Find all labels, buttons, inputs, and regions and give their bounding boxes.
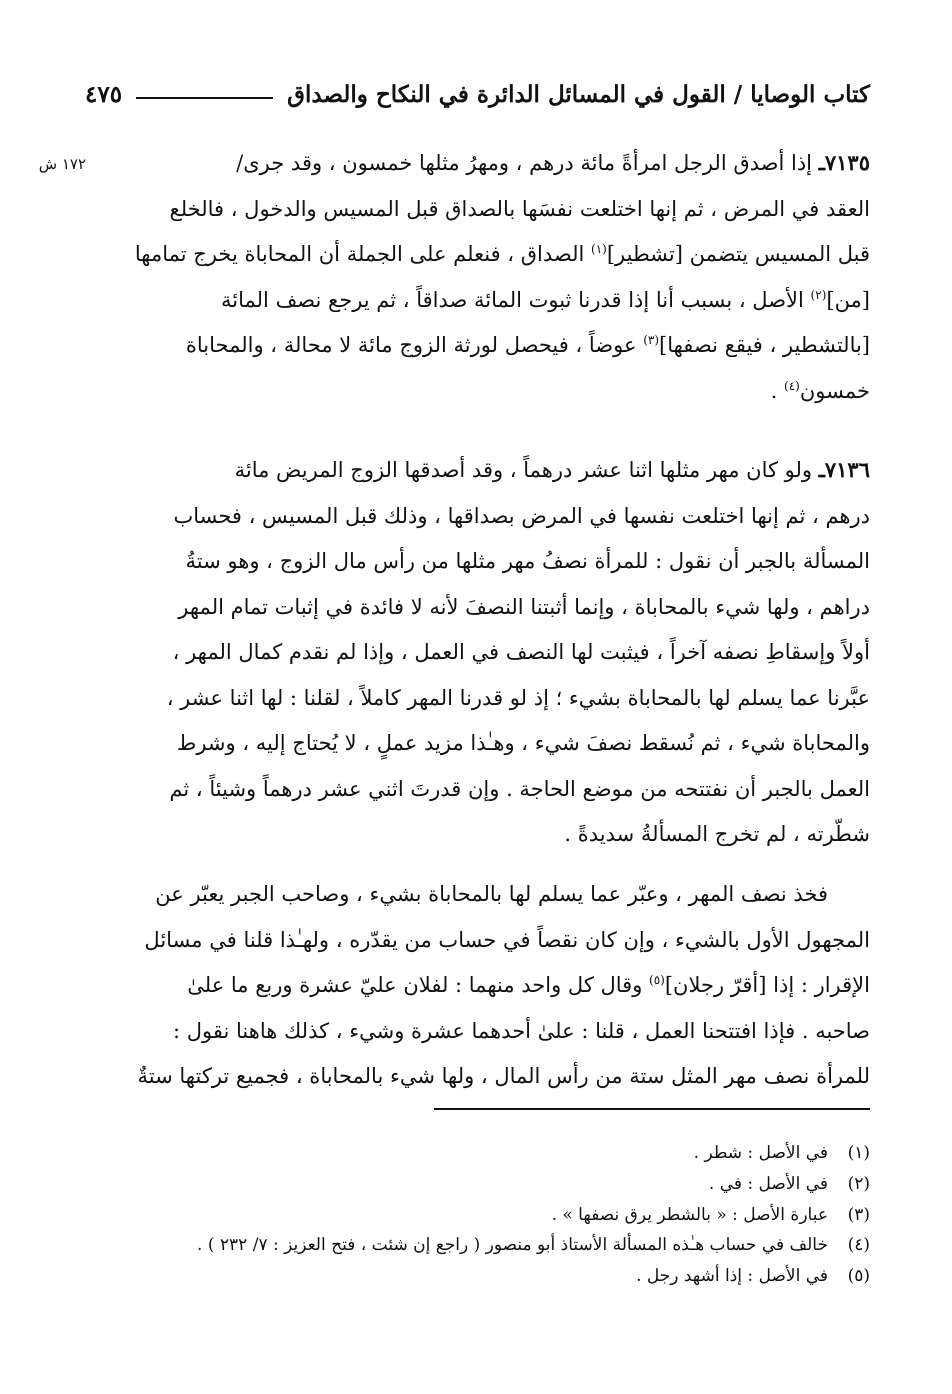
page-number: ٤٧٥ [85,80,123,108]
margin-manuscript-ref: ١٧٢ ش [38,155,86,173]
footnote-number: (٢) [847,1173,870,1194]
footnotes [85,1138,870,1292]
footnote-ref[interactable]: (١) [591,242,607,256]
text-line: ٧١٣٥ـ إذا أصدق الرجل امرأةً مائة درهم ، ومهرُ مثلها خمسون ، وقد جرى/ [236,150,870,175]
footnote-item [85,1200,870,1231]
text-line: للمرأة نصف مهر المثل ستة من رأس المال ، ولها شيء بالمحاباة ، فجميع تركتها ستةٌ [137,1064,870,1088]
text-line: [من]$^{(٢)}$ الأصل ، بسبب أنا إذا قدرنا ثبوت المائة صداقاً ، ثم يرجع نصف المائة [221,287,870,312]
text-line: دراهم ، ولها شيء بالمحاباة ، وإنما أثبتنا النصفَ لأنه لا فائدة في إثبات تمام المهر [178,594,870,619]
footnote-text: خالف في حساب هـٰذه المسألة الأستاذ أبو منصور ( راجع إن شئت ، فتح العزيز : ٧/ ٢٣٢ ) . [197,1235,828,1256]
paragraph-7136 [85,447,870,858]
footnote-text: في الأصل : إذا أشهد رجل . [636,1266,828,1287]
text-line: خمسون$^{(٤)}$ . [770,378,870,403]
text-line: والمحاباة شيء ، ثم نُسقط نصفَ شيء ، وهـٰذا مزيد عملٍ ، لا يُحتاج إليه ، وشرط [176,731,870,755]
footnote-ref[interactable]: (٥) [649,973,665,987]
text-line: [بالتشطير ، فيقع نصفها]$^{(٣)}$ عوضاً ، فيحصل لورثة الزوج مائة لا محالة ، والمحاباة [185,333,870,357]
footnote-text: في الأصل : في . [708,1173,828,1194]
paragraph-7135 [85,140,870,414]
footnote-ref[interactable]: (٢) [810,287,827,302]
text-line: صاحبه . فإذا افتتحنا العمل ، قلنا : علىٰ أحدهما عشرة وشيء ، كذلك هاهنا نقول : [173,1018,870,1043]
footnote-ref[interactable]: (٣) [643,333,660,347]
running-header [85,74,870,114]
text-line: ٧١٣٦ـ ولو كان مهر مثلها اثنا عشر درهماً ، وقد أصدقها الزوج المريض مائة [234,457,870,482]
footnote-separator [434,1108,870,1110]
footnote-ref[interactable]: (٤) [784,378,800,393]
footnote-number: (١) [847,1143,870,1163]
footnote-number: (٣) [847,1204,870,1225]
text-line: قبل المسيس يتضمن [تشطير]$^{(١)}$ الصداق ، فنعلم على الجملة أن المحاباة يخرج تمامها [134,242,870,266]
text-line: شطّرته ، لم تخرج المسألةُ سديدةً . [564,822,870,846]
text-line: الإقرار : إذا [أقرّ رجلان]$^{(٥)}$ وقال كل واحد منهما : لفلان عليّ عشرة وربع ما علىٰ [187,973,870,997]
footnote-item [85,1138,870,1169]
header-title: كتاب الوصايا / القول في المسائل الدائرة في النكاح والصداق [287,80,870,108]
footnote-number: (٤) [847,1235,870,1256]
text-line: المجهول الأول بالشيء ، وإن كان نقصاً في حساب من يقدّره ، ولهـٰذا قلنا في مسائل [144,927,870,952]
footnote-number: (٥) [847,1266,870,1287]
footnote-item [85,1230,870,1261]
text-line: العمل بالجبر أن نفتتحه من موضع الحاجة . وإن قدرتَ اثني عشر درهماً وشيئاً ، ثم [169,776,870,801]
text-line: أولاً وإسقاطِ نصفه آخراً ، فيثبت لها النصف في العمل ، وإذا لم نقدم كمال المهر ، [172,640,870,664]
paragraph-continuation [85,872,870,1100]
header-rule [136,97,273,99]
footnote-item [85,1169,870,1200]
footnote-item [85,1261,870,1292]
text-line: عبَّرنا عما يسلم لها بالمحاباة بشيء ؛ إذ لو قدرنا المهر كاملاً ، لقلنا : لها اثنا عشر ، [166,685,870,710]
text-line: درهم ، ثم إنها اختلعت نفسها في المرض بصداقها ، وذلك قبل المسيس ، فحساب [173,503,870,528]
footnote-text: عبارة الأصل : « بالشطر يرق نصفها » . [551,1204,828,1225]
paragraph-number: ٧١٣٥ـ [818,150,870,175]
paragraph-number: ٧١٣٦ـ [818,457,870,482]
text-line: فخذ نصف المهر ، وعبّر عما يسلم لها بالمحاباة بشيء ، وصاحب الجبر يعبّر عن [155,882,828,906]
text-line: المسألة بالجبر أن نقول : للمرأة نصفُ مهر مثلها من رأس مال الزوج ، وهو ستةُ [185,549,870,573]
text-line: العقد في المرض ، ثم إنها اختلعت نفسَها بالصداق قبل المسيس والدخول ، فالخلع [169,196,870,221]
footnote-text: في الأصل : شطر . [693,1143,828,1163]
